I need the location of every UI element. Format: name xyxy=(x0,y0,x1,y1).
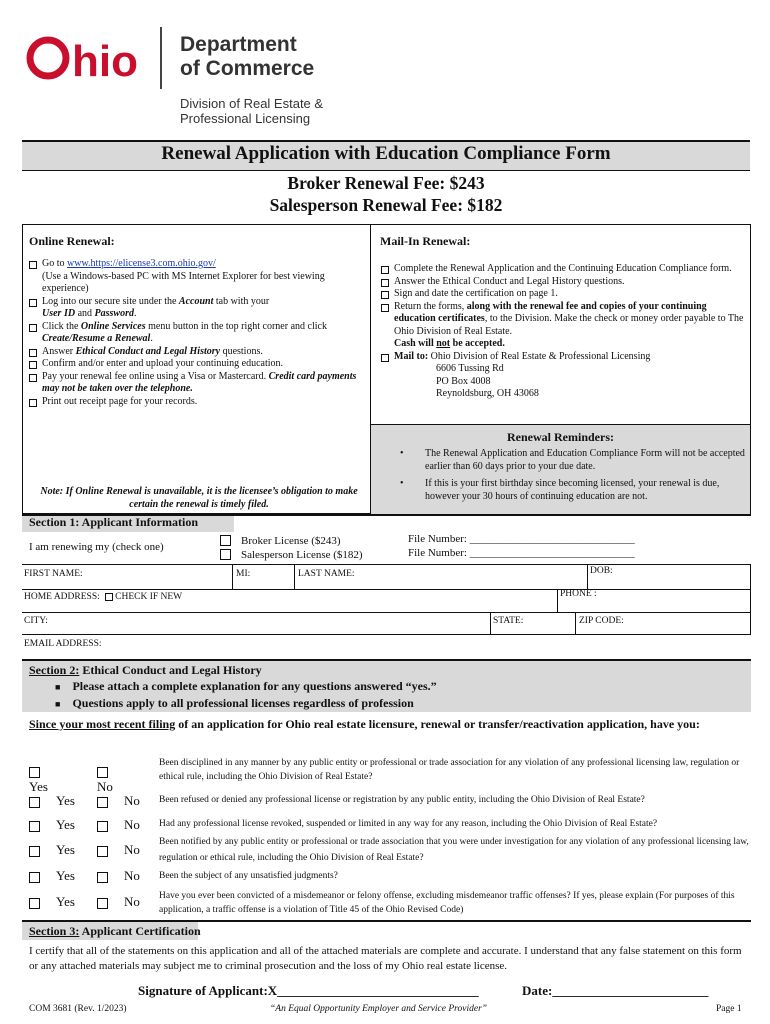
checkbox-icon[interactable] xyxy=(381,354,389,362)
yes-checkbox-icon[interactable] xyxy=(29,872,40,883)
email-field[interactable]: EMAIL ADDRESS: xyxy=(24,639,102,649)
footer-motto: “An Equal Opportunity Employer and Service Provider” xyxy=(270,1004,488,1014)
salesperson-license-option[interactable]: Salesperson License ($182) xyxy=(220,548,363,562)
question-text: Been notified by any public entity or professional or trade association that you were under investigation for any violation of any professional licensing law, regulation or ethical rule, including the Ohio Division of Real Estate? xyxy=(159,837,749,863)
broker-license-option[interactable]: Broker License ($243) xyxy=(220,534,363,548)
online-step-5: Confirm and/or enter and upload your continuing education. xyxy=(29,358,367,371)
check-if-new-checkbox-icon[interactable] xyxy=(105,593,113,601)
yes-checkbox-icon[interactable] xyxy=(29,821,40,832)
checkbox-icon[interactable] xyxy=(29,361,37,369)
ohio-logo xyxy=(22,28,147,91)
state-field[interactable]: STATE: xyxy=(493,616,524,626)
section2-header xyxy=(29,662,437,712)
checkbox-icon[interactable] xyxy=(381,291,389,299)
license-type-options xyxy=(220,534,363,562)
no-checkbox-icon[interactable] xyxy=(97,872,108,883)
checkbox-icon[interactable] xyxy=(381,279,389,287)
applicant-info-grid xyxy=(22,564,751,649)
salesperson-checkbox-icon[interactable] xyxy=(220,549,231,560)
department-name: Department of Commerce xyxy=(180,33,315,80)
question-text: Have you ever been convicted of a misdemeanor or felony offense, excluding misdemeanor traffic offenses? If yes, please explain (For purposes of this application, a traffic offense is a violation of Title 45 of the Ohio Revised Code) xyxy=(159,891,735,915)
checkbox-icon[interactable] xyxy=(29,349,37,357)
question-text: Had any professional license revoked, suspended or limited in any way for any reason, including the Ohio Division of Real Estate? xyxy=(159,819,658,829)
zip-code-field[interactable]: ZIP CODE: xyxy=(579,616,624,626)
section3-title: Section 3: Applicant Certification xyxy=(29,924,201,938)
no-checkbox-icon[interactable] xyxy=(97,797,108,808)
page-number: Page 1 xyxy=(716,1004,742,1014)
yes-checkbox-icon[interactable] xyxy=(29,797,40,808)
section2-bullet-1: ■ Please attach a complete explanation for any questions answered “yes.” xyxy=(55,679,437,693)
broker-checkbox-icon[interactable] xyxy=(220,535,231,546)
file-number-fields xyxy=(408,532,635,560)
mailin-step-3: Sign and date the certification on page 1. xyxy=(381,288,747,301)
no-checkbox-icon[interactable] xyxy=(97,846,108,857)
yes-checkbox-icon[interactable] xyxy=(29,846,40,857)
square-bullet-icon: ■ xyxy=(55,699,61,709)
mailin-renewal-heading: Mail-In Renewal: xyxy=(380,234,471,248)
home-address-field[interactable]: HOME ADDRESS: CHECK IF NEW xyxy=(24,592,183,602)
section1-rule xyxy=(234,514,751,516)
salesperson-fee: Salesperson Renewal Fee: $182 xyxy=(269,195,503,215)
yes-option[interactable]: Yes xyxy=(29,894,75,910)
section2-intro: Since your most recent filing of an application for Ohio real estate licensure, renewal or transfer/reactivation application, have you: xyxy=(29,717,700,731)
online-steps xyxy=(29,258,367,408)
no-option[interactable]: No xyxy=(97,894,140,910)
online-step-7: Print out receipt page for your records. xyxy=(29,396,367,409)
svg-text:hio: hio xyxy=(72,37,138,86)
yes-option[interactable]: Yes xyxy=(29,868,75,884)
no-checkbox-icon[interactable] xyxy=(97,898,108,909)
phone-field[interactable]: PHONE : xyxy=(560,589,597,599)
salesperson-file-number[interactable]: File Number: ______________________________ xyxy=(408,547,635,559)
division-name: Division of Real Estate & Professional Licensing xyxy=(180,96,324,126)
checkbox-icon[interactable] xyxy=(29,324,37,332)
online-step-2: Log into our secure site under the Account tab with your User ID and Password. xyxy=(29,296,367,321)
reminder-1: • The Renewal Application and Education Compliance Form will not be accepted earlier than 60 days prior to your due date. xyxy=(400,448,745,472)
broker-fee: Broker Renewal Fee: $243 xyxy=(287,173,485,193)
online-step-4: Answer Ethical Conduct and Legal History questions. xyxy=(29,346,367,359)
no-option[interactable]: No xyxy=(97,842,140,858)
reminders-heading: Renewal Reminders: xyxy=(507,430,614,444)
bullet-icon: • xyxy=(400,478,404,489)
online-renewal-heading: Online Renewal: xyxy=(29,234,115,248)
checkbox-icon[interactable] xyxy=(29,374,37,382)
city-field[interactable]: CITY: xyxy=(24,616,48,626)
elicense-link[interactable]: www.https://elicense3.com.ohio.gov/ xyxy=(67,258,216,269)
ohio-logo-mark xyxy=(22,28,147,86)
form-title: Renewal Application with Education Compliance Form xyxy=(161,143,611,164)
online-step-1: Go to www.https://elicense3.com.ohio.gov/ (Use a Windows-based PC with MS Internet Explorer for best viewing experience) xyxy=(29,258,367,296)
renewing-label: I am renewing my (check one) xyxy=(29,541,164,553)
checkbox-icon[interactable] xyxy=(381,266,389,274)
question-text: Been refused or denied any professional license or registration by any public entity, including the Ohio Division of Real Estate? xyxy=(159,795,645,805)
bullet-icon: • xyxy=(400,448,404,459)
checkbox-icon[interactable] xyxy=(29,299,37,307)
online-step-3: Click the Online Services menu button in the top right corner and click Create/Resume a Renewal. xyxy=(29,321,367,346)
section1-title: Section 1: Applicant Information xyxy=(29,515,199,529)
yes-option[interactable]: Yes xyxy=(29,793,75,809)
no-option[interactable]: No xyxy=(97,868,140,884)
checkbox-icon[interactable] xyxy=(381,304,389,312)
yes-option[interactable]: Yes xyxy=(29,763,56,795)
mailin-step-5: Mail to: Ohio Division of Real Estate & Professional Licensing 6606 Tussing Rd PO Box 4008 Reynoldsburg, OH 43068 xyxy=(381,351,747,401)
mailin-step-1: Complete the Renewal Application and the Continuing Education Compliance form. xyxy=(381,263,747,276)
mailin-step-2: Answer the Ethical Conduct and Legal History questions. xyxy=(381,276,747,289)
mailin-step-4: Return the forms, along with the renewal fee and copies of your continuing education certificates, to the Division. Make the check or money order payable to The Ohio Division of Real Estate. Cash will not be accepted. xyxy=(381,301,747,351)
no-option[interactable]: No xyxy=(97,817,140,833)
question-text: Been the subject of any unsatisfied judgments? xyxy=(159,871,338,881)
question-text: Been disciplined in any manner by any public entity or professional or trade association for any violation of any professional licensing law, regulation or ethical rule, including the Ohio Division of Real Estate? xyxy=(159,758,740,782)
last-name-field[interactable]: LAST NAME: xyxy=(298,569,355,579)
yes-checkbox-icon[interactable] xyxy=(29,767,40,778)
signature-field[interactable]: Signature of Applicant:X_______________________________ xyxy=(138,983,479,998)
form-id: COM 3681 (Rev. 1/2023) xyxy=(29,1004,127,1014)
reminders-list xyxy=(400,448,746,503)
dob-field[interactable]: DOB: xyxy=(590,566,613,576)
yes-checkbox-icon[interactable] xyxy=(29,898,40,909)
no-checkbox-icon[interactable] xyxy=(97,821,108,832)
mailing-address: 6606 Tussing Rd PO Box 4008 Reynoldsburg, OH 43068 xyxy=(436,363,539,399)
checkbox-icon[interactable] xyxy=(29,261,37,269)
logo-divider xyxy=(160,27,162,89)
fee-lines xyxy=(22,172,750,216)
online-note: Note: If Online Renewal is unavailable, it is the licensee’s obligation to make certain the renewal is timely filed. xyxy=(40,486,358,510)
mi-field[interactable]: MI: xyxy=(236,569,251,579)
no-checkbox-icon[interactable] xyxy=(97,767,108,778)
no-option[interactable]: No xyxy=(97,763,124,795)
yes-option[interactable]: Yes xyxy=(29,842,75,858)
date-field[interactable]: Date:________________________ xyxy=(522,983,709,998)
yes-option[interactable]: Yes xyxy=(29,817,75,833)
square-bullet-icon: ■ xyxy=(55,682,61,692)
certification-text: I certify that all of the statements on this application and all of the attached materials are complete and accurate. I understand that any false statement on this form or any attached materials may subject me to criminal prosecution and the loss of my Ohio real estate license. xyxy=(29,945,742,972)
section2-title: Section 2: Ethical Conduct and Legal History xyxy=(29,663,262,677)
no-option[interactable]: No xyxy=(97,793,140,809)
broker-file-number[interactable]: File Number: ______________________________ xyxy=(408,533,635,545)
first-name-field[interactable]: FIRST NAME: xyxy=(24,569,83,579)
checkbox-icon[interactable] xyxy=(29,399,37,407)
online-step-6: Pay your renewal fee online using a Visa or Mastercard. Credit card payments may not be taken over the telephone. xyxy=(29,371,367,396)
mailin-steps xyxy=(381,263,747,401)
section2-bullet-2: ■ Questions apply to all professional licenses regardless of profession xyxy=(55,696,414,710)
reminder-2: • If this is your first birthday since becoming licensed, your renewal is due, however your 30 hours of continuing education are not. xyxy=(400,478,720,502)
